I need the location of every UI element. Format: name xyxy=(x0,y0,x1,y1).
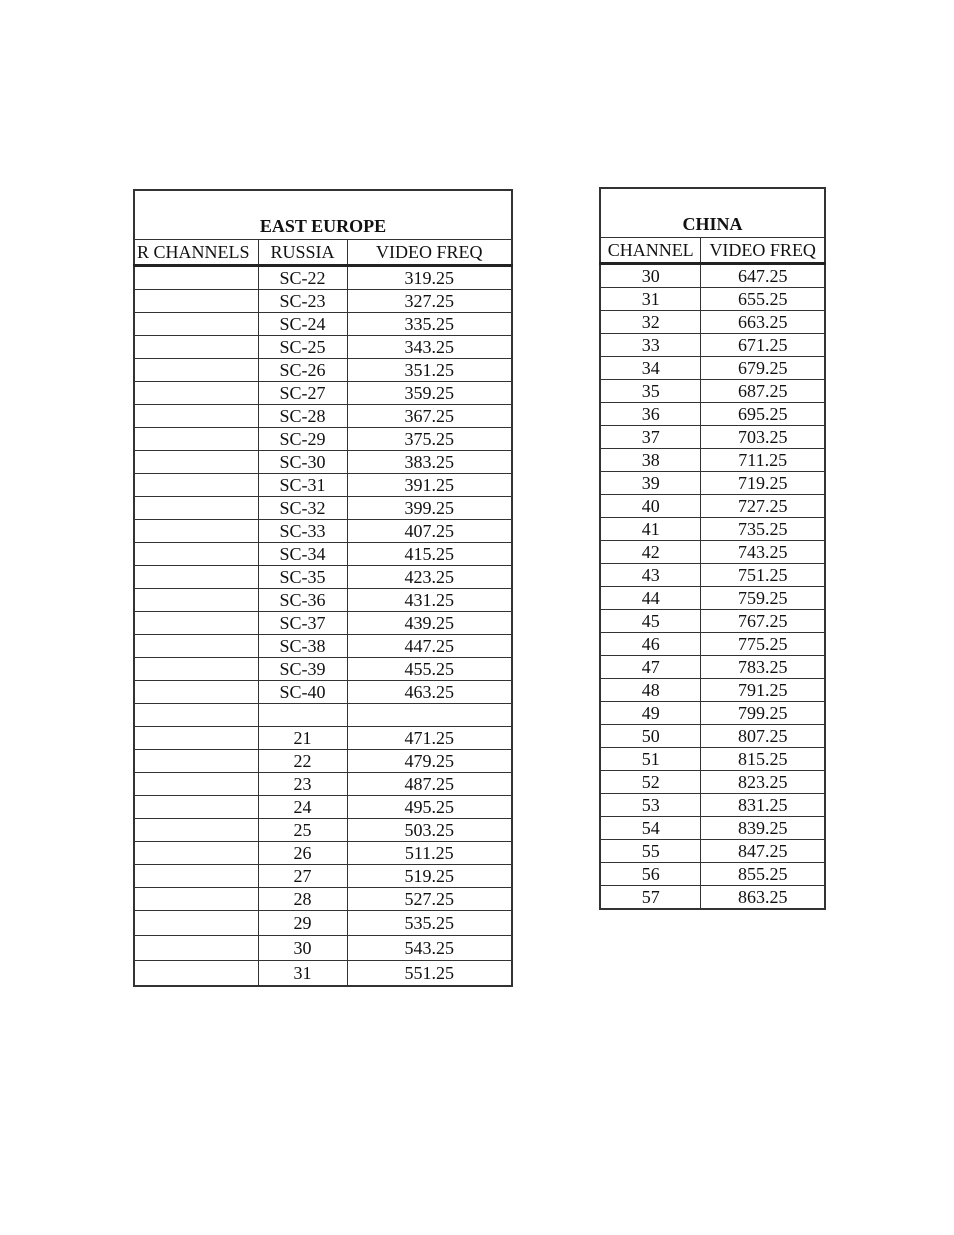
table-row xyxy=(134,543,512,566)
table-row xyxy=(134,612,512,635)
video-freq-cell: 383.25 xyxy=(347,451,512,474)
r-channel-cell xyxy=(134,704,258,727)
video-freq-cell: 687.25 xyxy=(701,380,825,403)
china-video-freq-header: VIDEO FREQ xyxy=(701,238,825,264)
china-channel-cell: 35 xyxy=(600,380,701,403)
table-row xyxy=(134,497,512,520)
video-freq-cell: 799.25 xyxy=(701,702,825,725)
table-row xyxy=(134,359,512,382)
china-channel-cell: 52 xyxy=(600,771,701,794)
video-freq-cell: 839.25 xyxy=(701,817,825,840)
table-row xyxy=(134,589,512,612)
r-channel-cell xyxy=(134,612,258,635)
video-freq-cell: 415.25 xyxy=(347,543,512,566)
video-freq-cell: 735.25 xyxy=(701,518,825,541)
video-freq-cell: 655.25 xyxy=(701,288,825,311)
table-row xyxy=(600,817,825,840)
video-freq-cell: 351.25 xyxy=(347,359,512,382)
russia-channel-cell: 31 xyxy=(258,961,347,987)
china-channel-cell: 50 xyxy=(600,725,701,748)
table-row xyxy=(134,474,512,497)
china-channel-cell: 51 xyxy=(600,748,701,771)
east-europe-table xyxy=(133,189,513,987)
table-row xyxy=(134,750,512,773)
table-row xyxy=(134,961,512,987)
china-channel-cell: 53 xyxy=(600,794,701,817)
china-channel-cell: 48 xyxy=(600,679,701,702)
video-freq-cell: 463.25 xyxy=(347,681,512,704)
table-row xyxy=(134,911,512,936)
r-channel-cell xyxy=(134,589,258,612)
china-body xyxy=(600,264,825,910)
r-channel-cell xyxy=(134,773,258,796)
table-row xyxy=(600,633,825,656)
r-channel-cell xyxy=(134,961,258,987)
video-freq-cell: 343.25 xyxy=(347,336,512,359)
table-row xyxy=(134,382,512,405)
russia-channel-cell: SC-33 xyxy=(258,520,347,543)
china-channel-cell: 39 xyxy=(600,472,701,495)
china-channel-cell: 40 xyxy=(600,495,701,518)
table-row xyxy=(134,727,512,750)
russia-channel-cell: 24 xyxy=(258,796,347,819)
china-channel-cell: 47 xyxy=(600,656,701,679)
video-freq-cell: 487.25 xyxy=(347,773,512,796)
table-row xyxy=(134,405,512,428)
video-freq-cell: 455.25 xyxy=(347,658,512,681)
video-freq-cell: 695.25 xyxy=(701,403,825,426)
table-row xyxy=(600,886,825,910)
video-freq-cell: 823.25 xyxy=(701,771,825,794)
video-freq-cell: 727.25 xyxy=(701,495,825,518)
table-row xyxy=(134,451,512,474)
table-row xyxy=(600,495,825,518)
r-channel-cell xyxy=(134,382,258,405)
table-row xyxy=(600,587,825,610)
r-channel-cell xyxy=(134,405,258,428)
video-freq-cell: 775.25 xyxy=(701,633,825,656)
r-channel-cell xyxy=(134,936,258,961)
table-row xyxy=(600,518,825,541)
table-row xyxy=(134,658,512,681)
russia-channel-cell: SC-29 xyxy=(258,428,347,451)
china-channel-cell: 31 xyxy=(600,288,701,311)
video-freq-cell: 807.25 xyxy=(701,725,825,748)
r-channel-cell xyxy=(134,336,258,359)
video-freq-cell: 447.25 xyxy=(347,635,512,658)
table-row xyxy=(134,336,512,359)
r-channel-cell xyxy=(134,359,258,382)
video-freq-cell: 743.25 xyxy=(701,541,825,564)
video-freq-cell: 399.25 xyxy=(347,497,512,520)
russia-header: RUSSIA xyxy=(258,240,347,266)
china-table xyxy=(599,187,826,910)
r-channel-cell xyxy=(134,313,258,336)
table-row xyxy=(134,704,512,727)
video-freq-cell: 791.25 xyxy=(701,679,825,702)
east-europe-header-row xyxy=(134,240,512,266)
table-row xyxy=(600,426,825,449)
russia-channel-cell: SC-30 xyxy=(258,451,347,474)
video-freq-cell: 439.25 xyxy=(347,612,512,635)
table-row xyxy=(600,264,825,288)
video-freq-cell: 679.25 xyxy=(701,357,825,380)
table-row xyxy=(600,449,825,472)
russia-channel-cell: 23 xyxy=(258,773,347,796)
r-channel-cell xyxy=(134,497,258,520)
video-freq-cell: 831.25 xyxy=(701,794,825,817)
video-freq-cell: 663.25 xyxy=(701,311,825,334)
east-europe-title-row xyxy=(134,190,512,240)
video-freq-cell: 551.25 xyxy=(347,961,512,987)
r-channel-cell xyxy=(134,635,258,658)
table-row xyxy=(134,842,512,865)
russia-channel-cell: 27 xyxy=(258,865,347,888)
china-channel-cell: 49 xyxy=(600,702,701,725)
video-freq-cell: 847.25 xyxy=(701,840,825,863)
video-freq-cell: 543.25 xyxy=(347,936,512,961)
russia-channel-cell: 25 xyxy=(258,819,347,842)
video-freq-cell: 671.25 xyxy=(701,334,825,357)
china-title: CHINA xyxy=(600,188,825,238)
r-channel-cell xyxy=(134,566,258,589)
china-channel-cell: 44 xyxy=(600,587,701,610)
russia-channel-cell: SC-25 xyxy=(258,336,347,359)
r-channel-cell xyxy=(134,819,258,842)
video-freq-cell: 391.25 xyxy=(347,474,512,497)
r-channel-cell xyxy=(134,474,258,497)
table-row xyxy=(134,266,512,290)
video-freq-cell: 527.25 xyxy=(347,888,512,911)
video-freq-cell: 759.25 xyxy=(701,587,825,610)
table-row xyxy=(600,702,825,725)
russia-channel-cell: SC-26 xyxy=(258,359,347,382)
r-channels-header: R CHANNELS xyxy=(134,240,258,266)
video-freq-cell: 711.25 xyxy=(701,449,825,472)
video-freq-cell: 335.25 xyxy=(347,313,512,336)
russia-channel-cell: SC-35 xyxy=(258,566,347,589)
video-freq-cell: 503.25 xyxy=(347,819,512,842)
china-channel-cell: 56 xyxy=(600,863,701,886)
russia-channel-cell: 21 xyxy=(258,727,347,750)
table-row xyxy=(134,865,512,888)
table-row xyxy=(600,771,825,794)
r-channel-cell xyxy=(134,658,258,681)
table-row xyxy=(134,635,512,658)
video-freq-cell: 375.25 xyxy=(347,428,512,451)
table-row xyxy=(600,334,825,357)
russia-channel-cell: SC-28 xyxy=(258,405,347,428)
table-row xyxy=(600,794,825,817)
china-channel-cell: 33 xyxy=(600,334,701,357)
table-row xyxy=(134,796,512,819)
video-freq-cell: 431.25 xyxy=(347,589,512,612)
table-row xyxy=(600,403,825,426)
russia-channel-cell: SC-36 xyxy=(258,589,347,612)
video-freq-cell: 647.25 xyxy=(701,264,825,288)
china-channel-cell: 43 xyxy=(600,564,701,587)
china-channel-cell: 55 xyxy=(600,840,701,863)
russia-channel-cell: SC-32 xyxy=(258,497,347,520)
table-row xyxy=(134,681,512,704)
video-freq-cell: 367.25 xyxy=(347,405,512,428)
russia-channel-cell: SC-38 xyxy=(258,635,347,658)
china-channel-cell: 41 xyxy=(600,518,701,541)
table-row xyxy=(134,566,512,589)
video-freq-cell: 359.25 xyxy=(347,382,512,405)
table-row xyxy=(134,888,512,911)
china-channel-cell: 30 xyxy=(600,264,701,288)
russia-channel-cell: SC-34 xyxy=(258,543,347,566)
china-channel-cell: 42 xyxy=(600,541,701,564)
r-channel-cell xyxy=(134,888,258,911)
video-freq-cell: 407.25 xyxy=(347,520,512,543)
russia-channel-cell: SC-37 xyxy=(258,612,347,635)
russia-channel-cell: SC-31 xyxy=(258,474,347,497)
r-channel-cell xyxy=(134,428,258,451)
china-channel-cell: 45 xyxy=(600,610,701,633)
video-freq-cell: 511.25 xyxy=(347,842,512,865)
table-row xyxy=(134,313,512,336)
russia-channel-cell: 30 xyxy=(258,936,347,961)
east-europe-body xyxy=(134,266,512,987)
table-row xyxy=(600,288,825,311)
russia-channel-cell: SC-22 xyxy=(258,266,347,290)
video-freq-cell xyxy=(347,704,512,727)
china-channel-cell: 32 xyxy=(600,311,701,334)
table-row xyxy=(600,840,825,863)
table-row xyxy=(600,656,825,679)
table-row xyxy=(600,564,825,587)
video-freq-cell: 863.25 xyxy=(701,886,825,910)
r-channel-cell xyxy=(134,543,258,566)
table-row xyxy=(134,819,512,842)
china-channel-cell: 37 xyxy=(600,426,701,449)
table-row xyxy=(600,472,825,495)
china-channel-cell: 57 xyxy=(600,886,701,910)
china-channel-cell: 46 xyxy=(600,633,701,656)
russia-channel-cell: SC-23 xyxy=(258,290,347,313)
table-row xyxy=(600,748,825,771)
video-freq-cell: 319.25 xyxy=(347,266,512,290)
russia-channel-cell: SC-24 xyxy=(258,313,347,336)
table-row xyxy=(600,311,825,334)
video-freq-cell: 535.25 xyxy=(347,911,512,936)
russia-channel-cell: SC-40 xyxy=(258,681,347,704)
china-channel-cell: 38 xyxy=(600,449,701,472)
video-freq-cell: 767.25 xyxy=(701,610,825,633)
table-row xyxy=(600,679,825,702)
russia-channel-cell: 28 xyxy=(258,888,347,911)
channel-header: CHANNEL xyxy=(600,238,701,264)
r-channel-cell xyxy=(134,681,258,704)
r-channel-cell xyxy=(134,750,258,773)
r-channel-cell xyxy=(134,266,258,290)
video-freq-cell: 751.25 xyxy=(701,564,825,587)
r-channel-cell xyxy=(134,911,258,936)
table-row xyxy=(600,610,825,633)
r-channel-cell xyxy=(134,865,258,888)
russia-channel-cell: SC-39 xyxy=(258,658,347,681)
china-channel-cell: 54 xyxy=(600,817,701,840)
russia-channel-cell xyxy=(258,704,347,727)
video-freq-cell: 815.25 xyxy=(701,748,825,771)
east-video-freq-header: VIDEO FREQ xyxy=(347,240,512,266)
china-channel-cell: 36 xyxy=(600,403,701,426)
table-row xyxy=(600,357,825,380)
table-row xyxy=(134,936,512,961)
video-freq-cell: 703.25 xyxy=(701,426,825,449)
table-row xyxy=(600,725,825,748)
video-freq-cell: 855.25 xyxy=(701,863,825,886)
video-freq-cell: 783.25 xyxy=(701,656,825,679)
table-row xyxy=(600,541,825,564)
russia-channel-cell: 22 xyxy=(258,750,347,773)
video-freq-cell: 423.25 xyxy=(347,566,512,589)
r-channel-cell xyxy=(134,796,258,819)
table-row xyxy=(134,520,512,543)
r-channel-cell xyxy=(134,520,258,543)
video-freq-cell: 519.25 xyxy=(347,865,512,888)
china-channel-cell: 34 xyxy=(600,357,701,380)
video-freq-cell: 719.25 xyxy=(701,472,825,495)
video-freq-cell: 495.25 xyxy=(347,796,512,819)
r-channel-cell xyxy=(134,451,258,474)
r-channel-cell xyxy=(134,290,258,313)
table-row xyxy=(134,773,512,796)
video-freq-cell: 327.25 xyxy=(347,290,512,313)
r-channel-cell xyxy=(134,842,258,865)
table-row xyxy=(600,380,825,403)
video-freq-cell: 471.25 xyxy=(347,727,512,750)
table-row xyxy=(134,428,512,451)
table-row xyxy=(134,290,512,313)
video-freq-cell: 479.25 xyxy=(347,750,512,773)
russia-channel-cell: 29 xyxy=(258,911,347,936)
r-channel-cell xyxy=(134,727,258,750)
russia-channel-cell: SC-27 xyxy=(258,382,347,405)
china-header-row xyxy=(600,238,825,264)
east-europe-title: EAST EUROPE xyxy=(134,190,512,240)
table-row xyxy=(600,863,825,886)
russia-channel-cell: 26 xyxy=(258,842,347,865)
china-title-row xyxy=(600,188,825,238)
